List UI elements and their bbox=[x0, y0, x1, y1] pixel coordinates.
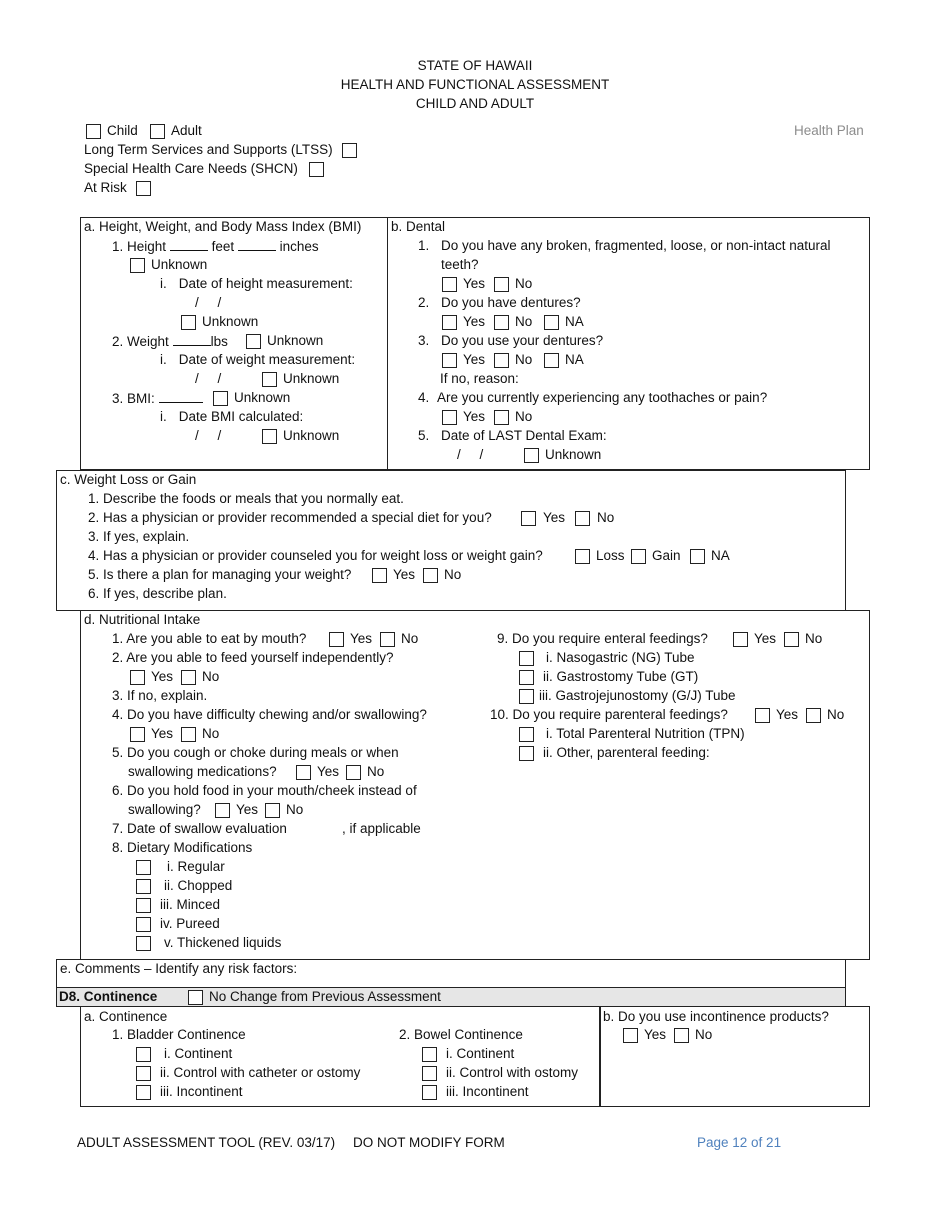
dental-q3-na-checkbox[interactable] bbox=[544, 353, 559, 368]
at-risk-label: At Risk bbox=[84, 180, 127, 195]
height-label: Height bbox=[127, 239, 167, 254]
height-row bbox=[112, 237, 319, 256]
dental-q2-na-checkbox[interactable] bbox=[544, 315, 559, 330]
other-parenteral-checkbox[interactable] bbox=[519, 746, 534, 761]
weight-loss-checkbox[interactable] bbox=[575, 549, 590, 564]
date-height-unknown-checkbox[interactable] bbox=[181, 315, 196, 330]
gt-tube-checkbox[interactable] bbox=[519, 670, 534, 685]
date-weight-unknown-label: Unknown bbox=[283, 371, 340, 386]
products-no-checkbox[interactable] bbox=[674, 1028, 689, 1043]
enteral-yes-checkbox[interactable] bbox=[733, 632, 748, 647]
d8-header-bar bbox=[56, 987, 846, 1007]
weight-unknown-checkbox[interactable] bbox=[246, 334, 261, 349]
bowel-ostomy-checkbox[interactable] bbox=[422, 1066, 437, 1081]
nutrition-q3-text: 3. If no, explain. bbox=[112, 688, 208, 703]
height-unknown-label: Unknown bbox=[151, 257, 208, 272]
height-unknown-checkbox[interactable] bbox=[130, 258, 145, 273]
nutrition-q7-suffix: , if applicable bbox=[342, 821, 421, 836]
nutrition-q1-yes-checkbox[interactable] bbox=[329, 632, 344, 647]
dental-q3-no-label: No bbox=[515, 352, 533, 367]
weight-q3-text: 3. If yes, explain. bbox=[88, 529, 190, 544]
bladder-continent-checkbox[interactable] bbox=[136, 1047, 151, 1062]
bmi-row bbox=[112, 389, 203, 408]
bowel-incontinent-checkbox[interactable] bbox=[422, 1085, 437, 1100]
dental-q2-na-label: NA bbox=[565, 314, 584, 329]
at-risk-checkbox[interactable] bbox=[136, 181, 151, 196]
section-e-title: e. Comments – Identify any risk factors: bbox=[60, 961, 298, 976]
diet-regular-checkbox[interactable] bbox=[136, 860, 151, 875]
date-bmi-unknown-label: Unknown bbox=[283, 428, 340, 443]
section-c-title: c. Weight Loss or Gain bbox=[60, 472, 197, 487]
parenteral-yes-checkbox[interactable] bbox=[755, 708, 770, 723]
lbs-label: lbs bbox=[210, 334, 228, 349]
date-height-number: i. bbox=[160, 276, 167, 291]
section-b-title: b. Dental bbox=[391, 219, 446, 234]
gj-tube-label: iii. Gastrojejunostomy (G/J) Tube bbox=[539, 688, 736, 703]
dental-q4-text: Are you currently experiencing any toothaches or pain? bbox=[437, 390, 768, 405]
bmi-unknown-checkbox[interactable] bbox=[213, 391, 228, 406]
nutrition-q1-text: 1. Are you able to eat by mouth? bbox=[112, 631, 307, 646]
weight-q2-yes-checkbox[interactable] bbox=[521, 511, 536, 526]
parenteral-no-checkbox[interactable] bbox=[806, 708, 821, 723]
inches-label: inches bbox=[279, 239, 319, 254]
nutrition-q4-no-checkbox[interactable] bbox=[181, 727, 196, 742]
dental-q5-number: 5. bbox=[418, 428, 430, 443]
bmi-input[interactable] bbox=[159, 389, 203, 403]
nutrition-q6-yes-label: Yes bbox=[236, 802, 259, 817]
bladder-title: 1. Bladder Continence bbox=[112, 1027, 246, 1042]
nutrition-q6-no-label: No bbox=[286, 802, 304, 817]
nutrition-q8-text: 8. Dietary Modifications bbox=[112, 840, 253, 855]
ltss-checkbox[interactable] bbox=[342, 143, 357, 158]
bladder-catheter-checkbox[interactable] bbox=[136, 1066, 151, 1081]
continence-title: a. Continence bbox=[84, 1009, 168, 1024]
date-weight-unknown-checkbox[interactable] bbox=[262, 372, 277, 387]
weight-row bbox=[112, 332, 228, 351]
date-height-input[interactable]: / / bbox=[195, 295, 222, 310]
nutrition-q10-text: 10. Do you require parenteral feedings? bbox=[490, 707, 728, 722]
date-weight-text: Date of weight measurement: bbox=[178, 352, 356, 367]
bowel-incontinent-label: iii. Incontinent bbox=[446, 1084, 529, 1099]
dental-exam-unknown-checkbox[interactable] bbox=[524, 448, 539, 463]
form-state-title: STATE OF HAWAII bbox=[417, 58, 533, 73]
nutrition-q4-yes-label: Yes bbox=[151, 726, 174, 741]
enteral-no-label: No bbox=[805, 631, 823, 646]
ltss-label: Long Term Services and Supports (LTSS) bbox=[84, 142, 333, 157]
date-bmi-input[interactable]: / / bbox=[195, 428, 222, 443]
dental-q1-line2: teeth? bbox=[441, 257, 479, 272]
bladder-incontinent-label: iii. Incontinent bbox=[160, 1084, 243, 1099]
gt-tube-label: ii. Gastrostomy Tube (GT) bbox=[543, 669, 699, 684]
weight-q5-text: 5. Is there a plan for managing your weight? bbox=[88, 567, 352, 582]
bowel-continent-label: i. Continent bbox=[446, 1046, 515, 1061]
adult-label: Adult bbox=[171, 123, 202, 138]
nutrition-q1-no-checkbox[interactable] bbox=[380, 632, 395, 647]
nutrition-q2-no-checkbox[interactable] bbox=[181, 670, 196, 685]
nutrition-q2-text: 2. Are you able to feed yourself independently? bbox=[112, 650, 394, 665]
d8-title: D8. Continence bbox=[59, 989, 158, 1004]
date-bmi-text: Date BMI calculated: bbox=[178, 409, 304, 424]
dental-q3-no-checkbox[interactable] bbox=[494, 353, 509, 368]
diet-minced-checkbox[interactable] bbox=[136, 898, 151, 913]
ng-tube-label: i. Nasogastric (NG) Tube bbox=[546, 650, 695, 665]
dental-q2-yes-checkbox[interactable] bbox=[442, 315, 457, 330]
health-plan-label: Health Plan bbox=[794, 123, 864, 138]
nutrition-q9-text: 9. Do you require enteral feedings? bbox=[497, 631, 708, 646]
dental-q4-no-label: No bbox=[515, 409, 533, 424]
weight-na-checkbox[interactable] bbox=[690, 549, 705, 564]
nutrition-q5-no-checkbox[interactable] bbox=[346, 765, 361, 780]
gj-tube-checkbox[interactable] bbox=[519, 689, 534, 704]
dental-q4-no-checkbox[interactable] bbox=[494, 410, 509, 425]
dental-q2-yes-label: Yes bbox=[463, 314, 486, 329]
dental-q1-line1: Do you have any broken, fragmented, loose, or non-intact natural bbox=[441, 238, 831, 253]
bmi-unknown-label: Unknown bbox=[234, 390, 291, 405]
shcn-label: Special Health Care Needs (SHCN) bbox=[84, 161, 298, 176]
bowel-title: 2. Bowel Continence bbox=[399, 1027, 523, 1042]
footer-tool-name: ADULT ASSESSMENT TOOL (REV. 03/17) bbox=[77, 1135, 336, 1150]
date-weight-input[interactable]: / / bbox=[195, 371, 222, 386]
nutrition-q5-line1: 5. Do you cough or choke during meals or when bbox=[112, 745, 399, 760]
date-weight-label bbox=[160, 351, 355, 369]
dental-q1-yes-checkbox[interactable] bbox=[442, 277, 457, 292]
bowel-continent-checkbox[interactable] bbox=[422, 1047, 437, 1062]
diet-pureed-checkbox[interactable] bbox=[136, 917, 151, 932]
diet-minced-label: iii. Minced bbox=[160, 897, 221, 912]
dental-q2-number: 2. bbox=[418, 295, 430, 310]
diet-pureed-label: iv. Pureed bbox=[160, 916, 220, 931]
nutrition-q1-yes-label: Yes bbox=[350, 631, 373, 646]
nutrition-q5-line2: swallowing medications? bbox=[128, 764, 277, 779]
dental-q5-text: Date of LAST Dental Exam: bbox=[441, 428, 607, 443]
nutrition-q6-no-checkbox[interactable] bbox=[265, 803, 280, 818]
feet-label: feet bbox=[211, 239, 235, 254]
weight-q5-no-checkbox[interactable] bbox=[423, 568, 438, 583]
no-change-label: No Change from Previous Assessment bbox=[209, 989, 441, 1004]
weight-q6-text: 6. If yes, describe plan. bbox=[88, 586, 227, 601]
nutrition-q6-yes-checkbox[interactable] bbox=[215, 803, 230, 818]
height-feet-input[interactable] bbox=[170, 237, 208, 251]
weight-q2-no-label: No bbox=[597, 510, 615, 525]
tpn-label: i. Total Parenteral Nutrition (TPN) bbox=[546, 726, 745, 741]
nutrition-q2-yes-label: Yes bbox=[151, 669, 174, 684]
shcn-checkbox[interactable] bbox=[309, 162, 324, 177]
child-checkbox[interactable] bbox=[86, 124, 101, 139]
products-yes-checkbox[interactable] bbox=[623, 1028, 638, 1043]
parenteral-no-label: No bbox=[827, 707, 845, 722]
bladder-continent-label: i. Continent bbox=[164, 1046, 233, 1061]
date-bmi-label bbox=[160, 408, 303, 426]
other-parenteral-label: ii. Other, parenteral feeding: bbox=[543, 745, 710, 760]
nutrition-q2-no-label: No bbox=[202, 669, 220, 684]
nutrition-q4-no-label: No bbox=[202, 726, 220, 741]
weight-q2-text: 2. Has a physician or provider recommended a special diet for you? bbox=[88, 510, 492, 525]
date-bmi-number: i. bbox=[160, 409, 167, 424]
weight-q1-text: 1. Describe the foods or meals that you normally eat. bbox=[88, 491, 404, 506]
weight-q2-yes-label: Yes bbox=[543, 510, 566, 525]
dental-q2-no-label: No bbox=[515, 314, 533, 329]
adult-checkbox[interactable] bbox=[150, 124, 165, 139]
nutrition-q5-yes-label: Yes bbox=[317, 764, 340, 779]
section-d-title: d. Nutritional Intake bbox=[84, 612, 201, 627]
weight-q5-no-label: No bbox=[444, 567, 462, 582]
dental-q1-no-checkbox[interactable] bbox=[494, 277, 509, 292]
bmi-number: 3. bbox=[112, 391, 124, 406]
dental-q4-yes-label: Yes bbox=[463, 409, 486, 424]
weight-number: 2. bbox=[112, 334, 124, 349]
dental-q1-no-label: No bbox=[515, 276, 533, 291]
dental-q3-text: Do you use your dentures? bbox=[441, 333, 604, 348]
bladder-incontinent-checkbox[interactable] bbox=[136, 1085, 151, 1100]
nutrition-q1-no-label: No bbox=[401, 631, 419, 646]
dental-q3-reason-label: If no, reason: bbox=[440, 371, 519, 386]
nutrition-q4-yes-checkbox[interactable] bbox=[130, 727, 145, 742]
date-bmi-unknown-checkbox[interactable] bbox=[262, 429, 277, 444]
weight-q2-no-checkbox[interactable] bbox=[575, 511, 590, 526]
section-a-title: a. Height, Weight, and Body Mass Index (BMI) bbox=[84, 219, 362, 234]
bowel-ostomy-label: ii. Control with ostomy bbox=[446, 1065, 579, 1080]
parenteral-yes-label: Yes bbox=[776, 707, 799, 722]
dental-q1-yes-label: Yes bbox=[463, 276, 486, 291]
weight-q4-text: 4. Has a physician or provider counseled you for weight loss or weight gain? bbox=[88, 548, 543, 563]
dental-q4-yes-checkbox[interactable] bbox=[442, 410, 457, 425]
no-change-checkbox[interactable] bbox=[188, 990, 203, 1005]
nutrition-q4-text: 4. Do you have difficulty chewing and/or swallowing? bbox=[112, 707, 427, 722]
weight-label: Weight bbox=[127, 334, 169, 349]
weight-q5-yes-checkbox[interactable] bbox=[372, 568, 387, 583]
nutrition-q7-text: 7. Date of swallow evaluation bbox=[112, 821, 287, 836]
nutrition-q2-yes-checkbox[interactable] bbox=[130, 670, 145, 685]
date-height-label bbox=[160, 275, 353, 293]
enteral-yes-label: Yes bbox=[754, 631, 777, 646]
diet-thickened-checkbox[interactable] bbox=[136, 936, 151, 951]
bmi-label: BMI: bbox=[127, 391, 155, 406]
date-height-text: Date of height measurement: bbox=[178, 276, 353, 291]
weight-gain-label: Gain bbox=[652, 548, 681, 563]
products-question: b. Do you use incontinence products? bbox=[603, 1009, 829, 1024]
nutrition-q5-yes-checkbox[interactable] bbox=[296, 765, 311, 780]
weight-q5-yes-label: Yes bbox=[393, 567, 416, 582]
enteral-no-checkbox[interactable] bbox=[784, 632, 799, 647]
diet-chopped-checkbox[interactable] bbox=[136, 879, 151, 894]
dental-q2-text: Do you have dentures? bbox=[441, 295, 581, 310]
height-number: 1. bbox=[112, 239, 124, 254]
dental-q4-number: 4. bbox=[418, 390, 430, 405]
footer-notice: DO NOT MODIFY FORM bbox=[353, 1135, 505, 1150]
diet-thickened-label: v. Thickened liquids bbox=[164, 935, 282, 950]
dental-exam-date-input[interactable]: / / bbox=[457, 447, 484, 462]
date-height-unknown-label: Unknown bbox=[202, 314, 259, 329]
dental-q1-number: 1. bbox=[418, 238, 430, 253]
products-no-label: No bbox=[695, 1027, 713, 1042]
form-main-title: HEALTH AND FUNCTIONAL ASSESSMENT bbox=[340, 77, 610, 92]
nutrition-q5-no-label: No bbox=[367, 764, 385, 779]
tpn-checkbox[interactable] bbox=[519, 727, 534, 742]
weight-loss-label: Loss bbox=[596, 548, 625, 563]
dental-exam-unknown-label: Unknown bbox=[545, 447, 602, 462]
diet-regular-label: i. Regular bbox=[167, 859, 225, 874]
dental-q3-number: 3. bbox=[418, 333, 430, 348]
diet-chopped-label: ii. Chopped bbox=[164, 878, 233, 893]
ng-tube-checkbox[interactable] bbox=[519, 651, 534, 666]
weight-na-label: NA bbox=[711, 548, 730, 563]
nutrition-q6-line2: swallowing? bbox=[128, 802, 201, 817]
dental-q3-yes-label: Yes bbox=[463, 352, 486, 367]
form-subtitle: CHILD AND ADULT bbox=[415, 96, 535, 111]
weight-gain-checkbox[interactable] bbox=[631, 549, 646, 564]
products-yes-label: Yes bbox=[644, 1027, 667, 1042]
weight-unknown-label: Unknown bbox=[267, 333, 324, 348]
child-label: Child bbox=[107, 123, 138, 138]
nutrition-q6-line1: 6. Do you hold food in your mouth/cheek instead of bbox=[112, 783, 417, 798]
date-weight-number: i. bbox=[160, 352, 167, 367]
dental-q3-yes-checkbox[interactable] bbox=[442, 353, 457, 368]
dental-q3-na-label: NA bbox=[565, 352, 584, 367]
height-inches-input[interactable] bbox=[238, 237, 276, 251]
dental-q2-no-checkbox[interactable] bbox=[494, 315, 509, 330]
weight-input[interactable] bbox=[173, 332, 211, 346]
footer-page-number: Page 12 of 21 bbox=[697, 1135, 782, 1150]
bladder-catheter-label: ii. Control with catheter or ostomy bbox=[160, 1065, 361, 1080]
